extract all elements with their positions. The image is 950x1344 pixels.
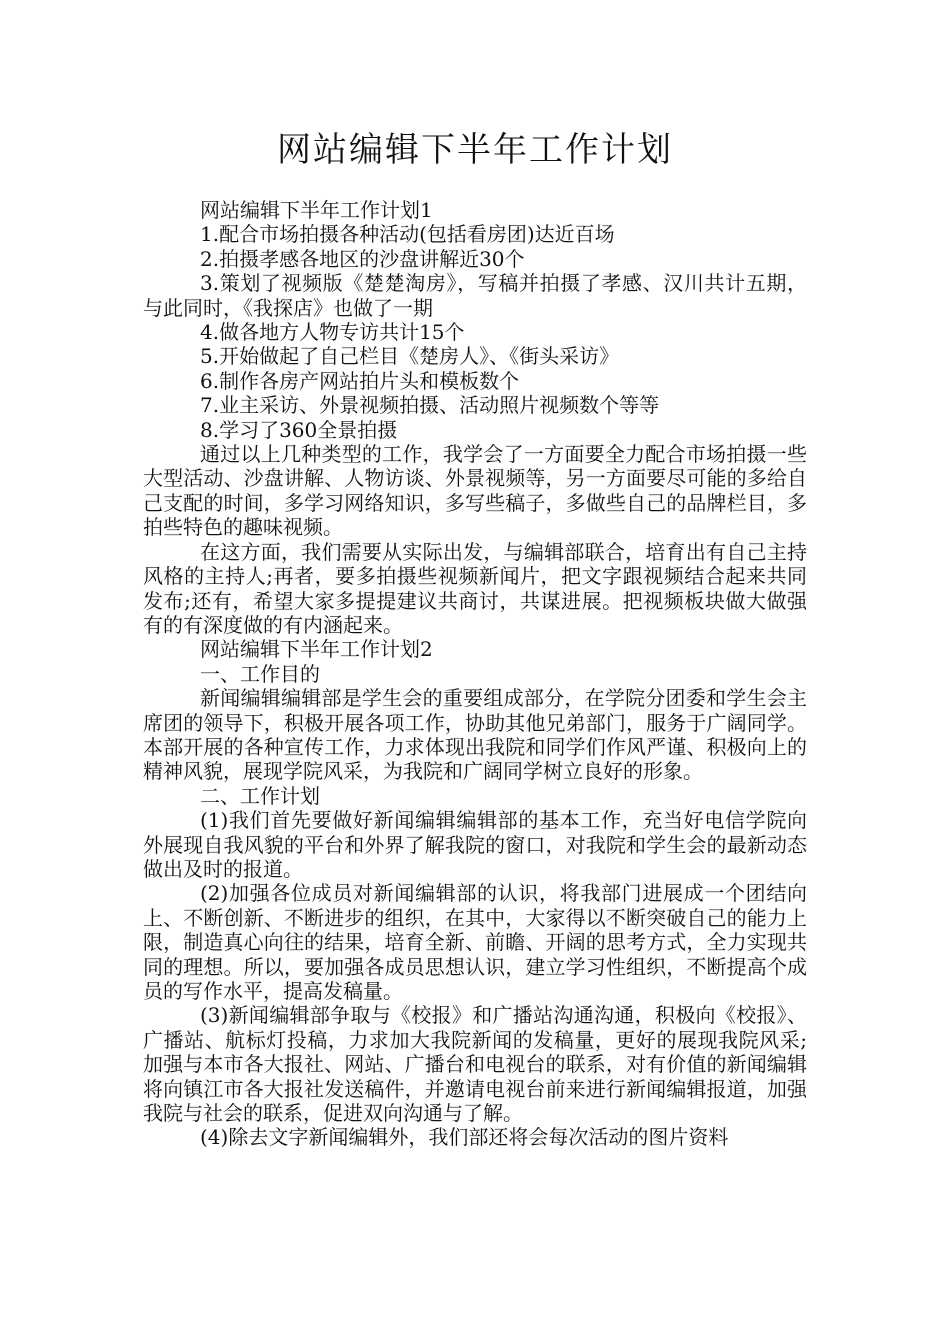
list-item: 8.学习了360全景拍摄 <box>200 417 398 442</box>
list-item: 2.拍摄孝感各地区的沙盘讲解近30个 <box>200 246 525 271</box>
section-heading-plan-1: 网站编辑下半年工作计划1 <box>200 198 433 222</box>
list-item: 6.制作各房产网站拍片头和模板数个 <box>200 368 520 393</box>
list-item: 5.开始做起了自己栏目《楚房人》、《街头采访》 <box>200 344 620 369</box>
document-body <box>143 198 807 1150</box>
body-paragraph: 新闻编辑编辑部是学生会的重要组成部分，在学院分团委和学生会主席团的领导下，积极开展各项工作，协助其他兄弟部门，服务于广阔同学。本部开展的各种宣传工作，力求体现出我院和同学们作风严谨、积极向上的精神风貌，展现学院风采，为我院和广阔同学树立良好的形象。 <box>143 686 807 784</box>
body-paragraph: (2)加强各位成员对新闻编辑部的认识，将我部门进展成一个团结向上、不断创新、不断进步的组织，在其中，大家得以不断突破自己的能力上限，制造真心向往的结果，培育全新、前瞻、开阔的思考方式，全力实现共同的理想。所以，要加强各成员思想认识，建立学习性组织，不断提高个成员的写作水平，提高发稿量。 <box>143 881 807 1003</box>
list-item: 4.做各地方人物专访共计15个 <box>200 320 465 345</box>
body-paragraph: 在这方面，我们需要从实际出发，与编辑部联合，培育出有自己主持风格的主持人;再者，要多拍摄些视频新闻片，把文字跟视频结合起来共同发布;还有，希望大家多提提建议共商讨，共谋进展。把视频板块做大做强有的有深度做的有内涵起来。 <box>143 539 807 637</box>
list-item: 7.业主采访、外景视频拍摄、活动照片视频数个等等 <box>200 393 660 418</box>
body-paragraph: (4)除去文字新闻编辑外，我们部还将会每次活动的图片资料 <box>200 1125 729 1150</box>
subheading-goal: 一、工作目的 <box>200 661 320 686</box>
list-item: 1.配合市场拍摄各种活动(包括看房团)达近百场 <box>200 222 615 247</box>
body-paragraph: (1)我们首先要做好新闻编辑编辑部的基本工作，充当好电信学院向外展现自我风貌的平台和外界了解我院的窗口，对我院和学生会的最新动态做出及时的报道。 <box>143 808 807 881</box>
document-title: 网站编辑下半年工作计划 <box>277 130 673 170</box>
subheading-plan: 二、工作计划 <box>200 783 320 808</box>
section-heading-plan-2: 网站编辑下半年工作计划2 <box>200 637 433 662</box>
body-paragraph: (3)新闻编辑部争取与《校报》和广播站沟通沟通，积极向《校报》、广播站、航标灯投稿，力求加大我院新闻的发稿量，更好的展现我院风采;加强与本市各大报社、网站、广播台和电视台的联系，对有价值的新闻编辑将向镇江市各大报社发送稿件，并邀请电视台前来进行新闻编辑报道，加强我院与社会的联系，促进双向沟通与了解。 <box>143 1003 807 1126</box>
body-paragraph: 通过以上几种类型的工作，我学会了一方面要全力配合市场拍摄一些大型活动、沙盘讲解、人物访谈、外景视频等，另一方面要尽可能的多给自己支配的时间，多学习网络知识，多写些稿子，多做些自己的品牌栏目，多拍些特色的趣味视频。 <box>143 442 807 540</box>
list-item: 3.策划了视频版《楚楚淘房》，写稿并拍摄了孝感、汉川共计五期，与此同时，《我探店》也做了一期 <box>143 271 807 320</box>
